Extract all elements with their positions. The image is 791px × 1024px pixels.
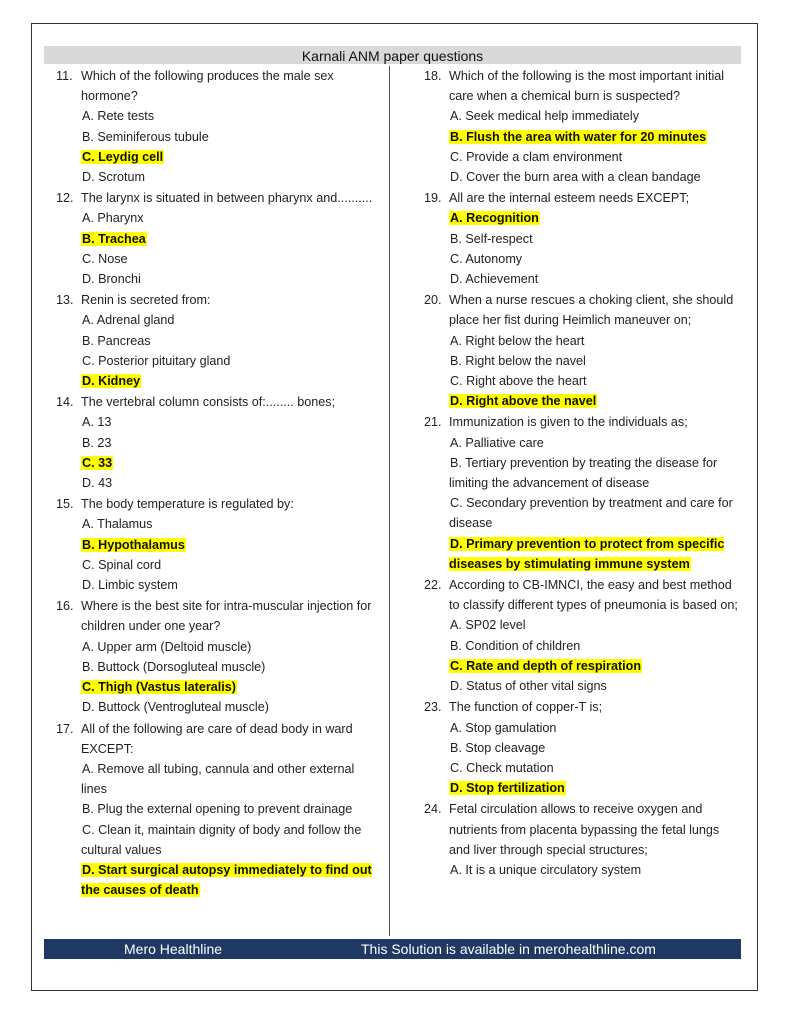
- answer-option-label: C. Clean it, maintain dignity of body and follow the cultural values: [81, 822, 362, 857]
- question-item: [424, 188, 740, 289]
- answer-option: [56, 208, 376, 228]
- column-divider: [389, 66, 390, 936]
- question-text-row: [56, 494, 376, 514]
- answer-option-label: D. 43: [82, 476, 113, 491]
- answer-option-label: B. Right below the navel: [450, 353, 586, 368]
- answer-option: [424, 615, 740, 635]
- answer-option-label: A. Pharynx: [82, 211, 144, 226]
- question-text-row: [424, 799, 740, 860]
- answer-option-label: C. Provide a clam environment: [450, 149, 623, 164]
- answer-option: [56, 657, 376, 677]
- answer-option: [424, 433, 740, 453]
- answer-option-label: A. Adrenal gland: [82, 313, 175, 328]
- answer-option-label: D. Primary prevention to protect from specific diseases by stimulating immune system: [449, 536, 725, 571]
- question-number: 21.: [424, 415, 442, 430]
- answer-option-label: A. Recognition: [450, 211, 539, 226]
- correct-answer-option: [56, 229, 376, 249]
- answer-option-label: D. Stop fertilization: [450, 781, 565, 796]
- answer-option-label: A. Thalamus: [82, 517, 153, 532]
- correct-answer-option: [56, 677, 376, 697]
- answer-option-label: C. Thigh (Vastus lateralis): [82, 680, 236, 695]
- answer-option: [424, 493, 740, 533]
- question-item: [424, 799, 740, 880]
- answer-option: [56, 351, 376, 371]
- answer-option-label: A. Stop gamulation: [450, 720, 557, 735]
- answer-option-label: A. Palliative care: [450, 435, 544, 450]
- question-text: Which of the following is the most important initial care when a chemical burn is suspected?: [449, 69, 725, 104]
- question-text-row: [424, 188, 740, 208]
- answer-option: [56, 799, 376, 819]
- answer-option: [56, 820, 376, 860]
- answer-option-label: B. Pancreas: [82, 333, 151, 348]
- question-item: [56, 596, 376, 717]
- answer-option-label: D. Bronchi: [82, 272, 141, 287]
- question-text-row: [56, 719, 376, 759]
- answer-option: [56, 310, 376, 330]
- question-number: 22.: [424, 578, 442, 593]
- question-number: 13.: [56, 293, 74, 308]
- question-item: [56, 188, 376, 289]
- question-text-row: [424, 697, 740, 717]
- answer-option-label: D. Status of other vital signs: [450, 679, 607, 694]
- question-text: When a nurse rescues a choking client, she should place her fist during Heimlich maneuver on;: [449, 293, 734, 328]
- question-item: [56, 719, 376, 901]
- question-text: Immunization is given to the individuals as;: [449, 415, 688, 430]
- question-number: 15.: [56, 497, 74, 512]
- question-text-row: [56, 188, 376, 208]
- answer-option: [56, 127, 376, 147]
- correct-answer-option: [56, 147, 376, 167]
- question-number: 17.: [56, 721, 74, 736]
- answer-option: [424, 371, 740, 391]
- question-item: [56, 392, 376, 493]
- answer-option: [424, 331, 740, 351]
- correct-answer-option: [424, 391, 740, 411]
- question-item: [424, 66, 740, 187]
- answer-option: [424, 453, 740, 493]
- answer-option-label: D. Limbic system: [82, 578, 178, 593]
- correct-answer-option: [56, 371, 376, 391]
- correct-answer-option: [424, 778, 740, 798]
- answer-option-label: C. Rate and depth of respiration: [450, 658, 642, 673]
- footer-brand: Mero Healthline: [124, 941, 223, 957]
- answer-option-label: B. Seminiferous tubule: [82, 129, 209, 144]
- question-text: The function of copper-T is;: [449, 700, 603, 715]
- answer-option: [56, 269, 376, 289]
- answer-option-label: D. Kidney: [82, 374, 141, 389]
- answer-option-label: C. Check mutation: [450, 760, 554, 775]
- answer-option: [424, 676, 740, 696]
- question-text-row: [424, 575, 740, 615]
- correct-answer-option: [56, 535, 376, 555]
- answer-option-label: D. Buttock (Ventrogluteal muscle): [82, 700, 269, 715]
- answer-option-label: D. Start surgical autopsy immediately to find out the causes of death: [81, 862, 372, 898]
- answer-option: [56, 106, 376, 126]
- answer-option: [56, 473, 376, 493]
- question-item: [424, 575, 740, 696]
- question-item: [56, 494, 376, 595]
- correct-answer-option: [56, 860, 376, 900]
- answer-option: [56, 637, 376, 657]
- answer-option: [56, 555, 376, 575]
- answer-option: [424, 738, 740, 758]
- answer-option-label: B. Flush the area with water for 20 minutes: [450, 129, 707, 144]
- question-number: 11.: [56, 69, 73, 83]
- question-text-row: [56, 66, 376, 106]
- answer-option-label: B. Tertiary prevention by treating the disease for limiting the advancement of disease: [449, 455, 718, 491]
- question-text-row: [424, 290, 740, 330]
- answer-option-label: A. It is a unique circulatory system: [450, 862, 642, 877]
- answer-option: [56, 249, 376, 269]
- question-text: Where is the best site for intra-muscular injection for children under one year?: [81, 599, 372, 634]
- answer-option: [56, 412, 376, 432]
- answer-option-label: A. Right below the heart: [450, 333, 585, 348]
- answer-option-label: B. 23: [82, 435, 112, 450]
- answer-option-label: A. SP02 level: [450, 618, 526, 633]
- question-text-row: [424, 66, 740, 106]
- answer-option: [424, 269, 740, 289]
- answer-option: [424, 249, 740, 269]
- question-item: [424, 290, 740, 411]
- answer-option-label: C. Leydig cell: [82, 149, 164, 164]
- question-text: The body temperature is regulated by:: [81, 497, 294, 512]
- answer-option-label: B. Trachea: [82, 231, 146, 246]
- answer-option: [56, 514, 376, 534]
- question-text: Renin is secreted from:: [81, 293, 211, 308]
- correct-answer-option: [56, 453, 376, 473]
- question-text: Fetal circulation allows to receive oxygen and nutrients from placenta bypassing the fetal lungs and liver through special structures;: [449, 802, 720, 857]
- question-number: 18.: [424, 69, 442, 83]
- answer-option-label: C. Secondary prevention by treatment and care for disease: [449, 496, 733, 531]
- answer-option-label: D. Cover the burn area with a clean bandage: [450, 170, 701, 185]
- question-item: [424, 697, 740, 798]
- question-item: [56, 290, 376, 391]
- answer-option-label: D. Achievement: [450, 272, 539, 287]
- answer-option: [424, 758, 740, 778]
- correct-answer-option: [424, 656, 740, 676]
- answer-option-label: A. Seek medical help immediately: [450, 109, 639, 124]
- correct-answer-option: [424, 208, 740, 228]
- question-text: All of the following are care of dead body in ward EXCEPT:: [81, 721, 353, 756]
- answer-option-label: C. Nose: [82, 251, 128, 266]
- answer-option-label: B. Buttock (Dorsogluteal muscle): [82, 659, 266, 674]
- question-number: 23.: [424, 700, 442, 715]
- answer-option-label: C. Right above the heart: [450, 374, 587, 389]
- correct-answer-option: [424, 127, 740, 147]
- answer-option-label: A. 13: [82, 415, 112, 430]
- answer-option: [56, 167, 376, 187]
- answer-option: [56, 575, 376, 595]
- right-column: [424, 66, 740, 881]
- left-column: [56, 66, 376, 901]
- answer-option-label: C. Posterior pituitary gland: [82, 353, 231, 368]
- answer-option-label: B. Self-respect: [450, 231, 533, 246]
- answer-option-label: C. Autonomy: [450, 251, 523, 266]
- question-number: 19.: [424, 191, 442, 206]
- answer-option-label: C. Spinal cord: [82, 557, 162, 572]
- question-item: [56, 66, 376, 187]
- answer-option: [424, 351, 740, 371]
- question-text: The vertebral column consists of:........ bones;: [81, 395, 336, 410]
- answer-option-label: B. Stop cleavage: [450, 740, 546, 755]
- question-text: According to CB-IMNCI, the easy and best method to classify different types of pneumonia is based on;: [449, 578, 738, 613]
- page-header: [44, 46, 741, 64]
- answer-option: [56, 759, 376, 799]
- answer-option: [56, 697, 376, 717]
- answer-option: [56, 433, 376, 453]
- question-text-row: [56, 392, 376, 412]
- answer-option-label: B. Hypothalamus: [82, 537, 185, 552]
- answer-option-label: D. Scrotum: [82, 170, 145, 185]
- answer-option-label: D. Right above the navel: [450, 394, 597, 409]
- question-item: [424, 412, 740, 574]
- question-text: All are the internal esteem needs EXCEPT;: [449, 191, 690, 206]
- question-text-row: [424, 412, 740, 432]
- question-text: Which of the following produces the male sex hormone?: [81, 69, 334, 104]
- answer-option: [424, 229, 740, 249]
- answer-option: [424, 106, 740, 126]
- question-text-row: [56, 290, 376, 310]
- answer-option: [424, 636, 740, 656]
- correct-answer-option: [424, 534, 740, 574]
- answer-option-label: A. Rete tests: [82, 109, 155, 124]
- question-number: 24.: [424, 802, 442, 817]
- answer-option-label: C. 33: [82, 455, 113, 470]
- answer-option-label: B. Condition of children: [450, 638, 581, 653]
- question-number: 12.: [56, 191, 74, 206]
- question-number: 20.: [424, 293, 442, 308]
- answer-option: [424, 147, 740, 167]
- question-text: The larynx is situated in between pharynx and..........: [81, 191, 373, 206]
- question-number: 16.: [56, 599, 74, 614]
- answer-option: [56, 331, 376, 351]
- answer-option-label: A. Upper arm (Deltoid muscle): [82, 639, 252, 654]
- answer-option-label: A. Remove all tubing, cannula and other external lines: [81, 761, 355, 797]
- answer-option-label: B. Plug the external opening to prevent drainage: [82, 802, 353, 817]
- page-footer: [44, 939, 741, 959]
- answer-option: [424, 167, 740, 187]
- question-number: 14.: [56, 395, 74, 410]
- answer-option: [424, 718, 740, 738]
- answer-option: [424, 860, 740, 880]
- question-text-row: [56, 596, 376, 636]
- footer-website-note: This Solution is available in merohealthline.com: [361, 941, 656, 957]
- page-title: Karnali ANM paper questions: [301, 48, 484, 64]
